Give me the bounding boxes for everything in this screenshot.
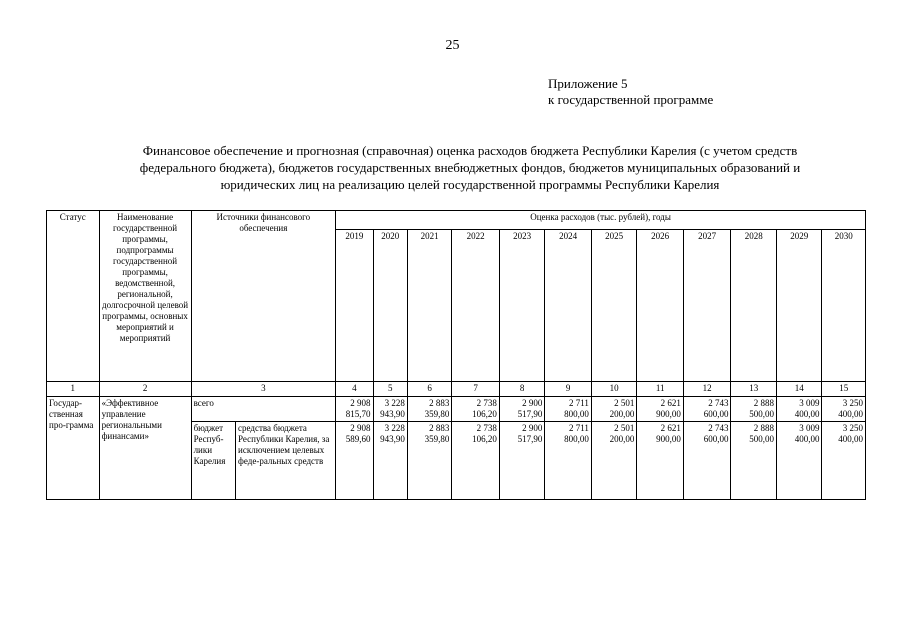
column-number: 9 xyxy=(545,382,592,397)
total-value: 2 743 600,00 xyxy=(683,397,731,422)
document-title xyxy=(60,142,880,193)
column-number: 2 xyxy=(99,382,191,397)
column-number: 7 xyxy=(452,382,500,397)
total-value: 2 900 517,90 xyxy=(499,397,545,422)
title-line-1: Финансовое обеспечение и прогнозная (справочная) оценка расходов бюджета Республики Карелия (с учетом средств xyxy=(142,143,798,158)
year-2024: 2024 xyxy=(545,230,592,382)
column-number: 3 xyxy=(191,382,336,397)
total-value: 2 621 900,00 xyxy=(637,397,684,422)
column-number: 1 xyxy=(47,382,100,397)
column-number: 5 xyxy=(373,382,407,397)
column-number: 6 xyxy=(407,382,451,397)
column-number: 12 xyxy=(683,382,731,397)
total-value: 2 501 200,00 xyxy=(591,397,637,422)
budget-value: 3 009 400,00 xyxy=(776,422,822,500)
title-line-3: юридических лиц на реализацию целей государственной программы Республики Карелия xyxy=(220,177,720,192)
budget-value: 2 501 200,00 xyxy=(591,422,637,500)
budget-value: 2 888 500,00 xyxy=(731,422,777,500)
title-line-2: федерального бюджета), бюджетов государственных внебюджетных фондов, бюджетов муниципальных образований и xyxy=(139,160,801,175)
budget-value: 2 900 517,90 xyxy=(499,422,545,500)
budget-sublabel: средства бюджета Республики Карелия, за исключением целевых феде-ральных средств xyxy=(236,422,336,500)
year-2022: 2022 xyxy=(452,230,500,382)
budget-value: 3 228 943,90 xyxy=(373,422,407,500)
year-2021: 2021 xyxy=(407,230,451,382)
row-program-name: «Эффективное управление региональными финансами» xyxy=(99,397,191,500)
header-status: Статус xyxy=(47,211,100,382)
total-label: всего xyxy=(191,397,336,422)
year-2023: 2023 xyxy=(499,230,545,382)
year-2029: 2029 xyxy=(776,230,822,382)
budget-value: 2 711 800,00 xyxy=(545,422,592,500)
column-number: 8 xyxy=(499,382,545,397)
year-2025: 2025 xyxy=(591,230,637,382)
column-number: 13 xyxy=(731,382,777,397)
budget-value: 3 250 400,00 xyxy=(822,422,866,500)
header-row-1 xyxy=(47,211,866,230)
header-estimate: Оценка расходов (тыс. рублей), годы xyxy=(336,211,866,230)
header-name: Наименование государственной программы, подпрограммы государственной программы, ведомственной, региональной, долгосрочной целевой программы, основных мероприятий и мероприятий xyxy=(99,211,191,382)
column-number: 10 xyxy=(591,382,637,397)
total-value: 2 888 500,00 xyxy=(731,397,777,422)
appendix-note xyxy=(548,76,713,108)
column-number: 11 xyxy=(637,382,684,397)
year-2030: 2030 xyxy=(822,230,866,382)
header-sources: Источники финансового обеспечения xyxy=(191,211,336,382)
total-value: 2 711 800,00 xyxy=(545,397,592,422)
total-value: 2 883 359,80 xyxy=(407,397,451,422)
year-2019: 2019 xyxy=(336,230,373,382)
column-number: 4 xyxy=(336,382,373,397)
column-number-row xyxy=(47,382,866,397)
year-2028: 2028 xyxy=(731,230,777,382)
row-status: Государ-ственная про-грамма xyxy=(47,397,100,500)
budget-value: 2 883 359,80 xyxy=(407,422,451,500)
budget-value: 2 743 600,00 xyxy=(683,422,731,500)
total-value: 3 009 400,00 xyxy=(776,397,822,422)
budget-value: 2 738 106,20 xyxy=(452,422,500,500)
total-value: 3 228 943,90 xyxy=(373,397,407,422)
year-2027: 2027 xyxy=(683,230,731,382)
appendix-line-1: Приложение 5 xyxy=(548,76,628,91)
budget-value: 2 621 900,00 xyxy=(637,422,684,500)
year-2020: 2020 xyxy=(373,230,407,382)
budget-value: 2 908 589,60 xyxy=(336,422,373,500)
budget-label: бюджет Респуб-лики Карелия xyxy=(191,422,235,500)
total-row xyxy=(47,397,866,422)
total-value: 2 908 815,70 xyxy=(336,397,373,422)
year-2026: 2026 xyxy=(637,230,684,382)
total-value: 2 738 106,20 xyxy=(452,397,500,422)
page-number: 25 xyxy=(445,38,460,53)
column-number: 14 xyxy=(776,382,822,397)
appendix-line-2: к государственной программе xyxy=(548,92,714,107)
total-value: 3 250 400,00 xyxy=(822,397,866,422)
column-number: 15 xyxy=(822,382,866,397)
budget-table xyxy=(46,210,866,500)
